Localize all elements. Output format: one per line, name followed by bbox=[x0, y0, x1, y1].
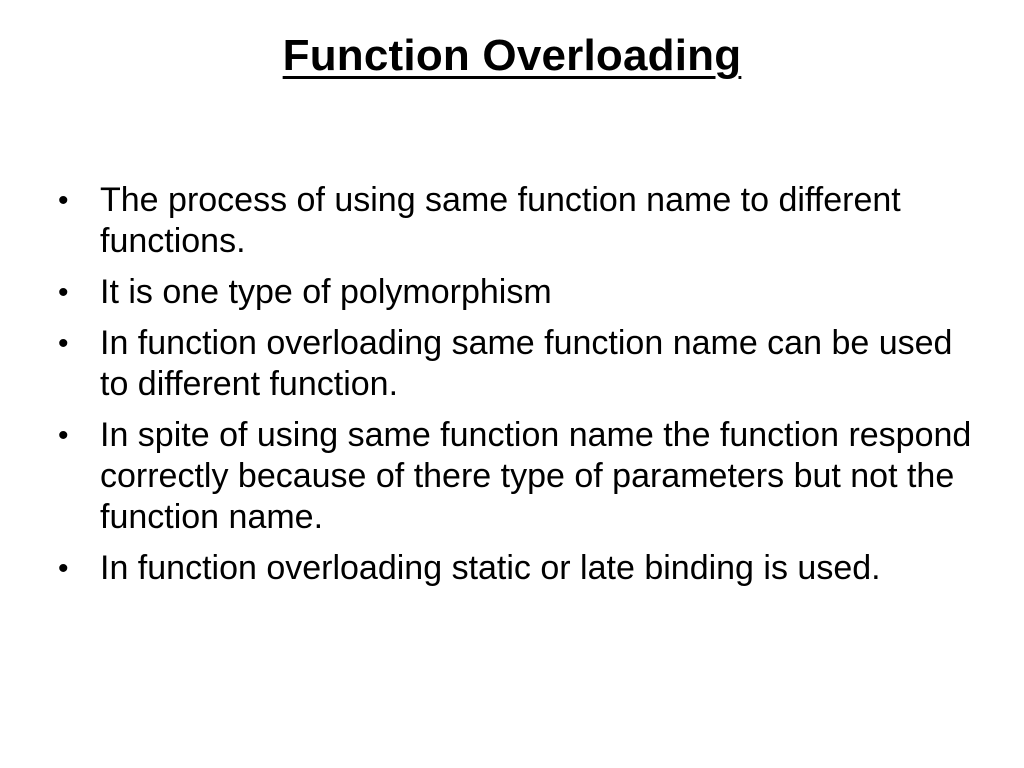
slide-title: Function Overloading bbox=[282, 31, 742, 80]
bullet-dot-icon: • bbox=[58, 419, 69, 452]
bullet-dot-icon: • bbox=[58, 184, 69, 217]
bullet-item bbox=[58, 323, 978, 405]
bullet-item bbox=[58, 180, 978, 262]
bullet-text: In spite of using same function name the function respond correctly because of there type of parameters but not the function name. bbox=[100, 416, 972, 536]
bullet-item bbox=[58, 548, 978, 589]
bullet-list bbox=[58, 180, 978, 599]
bullet-text: It is one type of polymorphism bbox=[100, 273, 552, 311]
bullet-text: In function overloading static or late binding is used. bbox=[100, 549, 881, 587]
bullet-text: The process of using same function name to different functions. bbox=[100, 181, 901, 260]
bullet-item bbox=[58, 272, 978, 313]
bullet-dot-icon: • bbox=[58, 552, 69, 585]
bullet-dot-icon: • bbox=[58, 327, 69, 360]
bullet-item bbox=[58, 415, 978, 538]
bullet-text: In function overloading same function name can be used to different function. bbox=[100, 324, 953, 403]
bullet-dot-icon: • bbox=[58, 276, 69, 309]
